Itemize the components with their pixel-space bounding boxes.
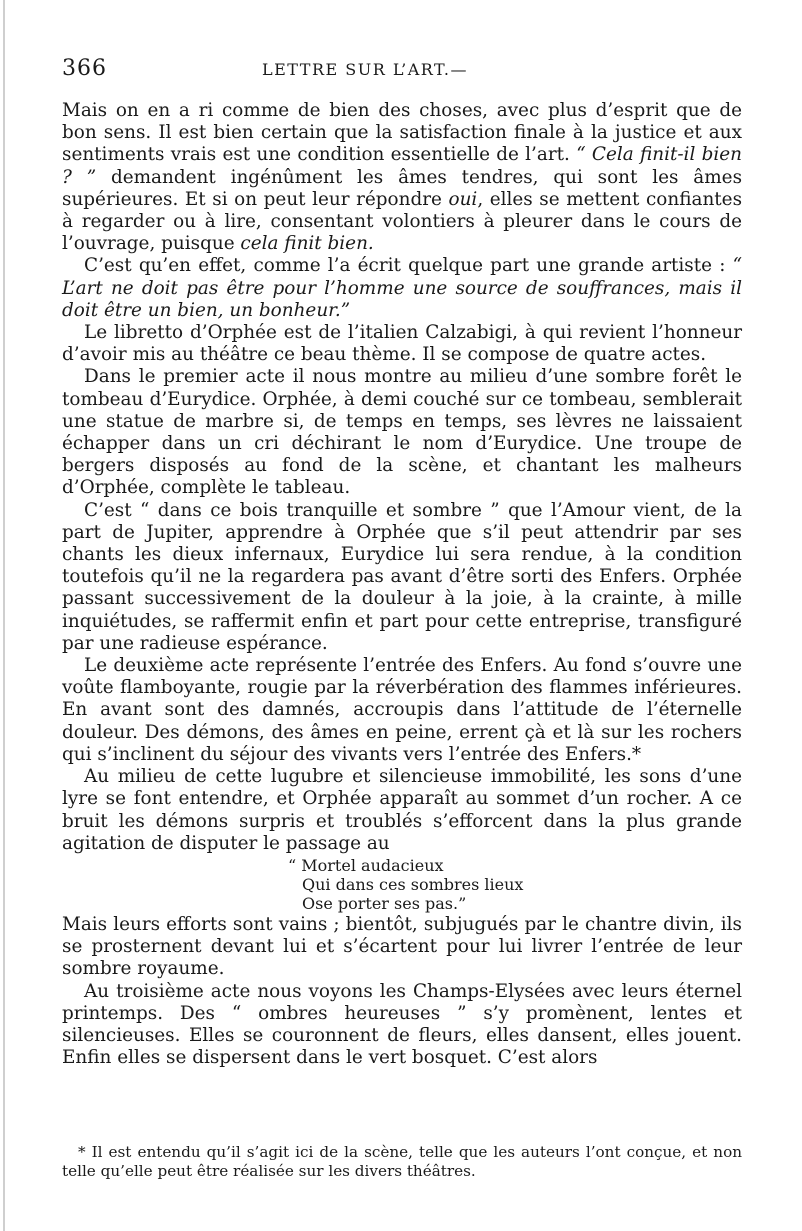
text-run: , elles se mettent confiantes à regarder ou à lire, consentant volontiers à pleurer dans le cours de l’ouvrage, puisque: [62, 188, 743, 255]
text-run: C’est qu’en effet, comme l’a écrit quelque part une grande artiste :: [84, 255, 733, 277]
paragraph: [62, 366, 742, 499]
paragraph: [62, 766, 742, 855]
italic-run: oui: [448, 188, 478, 210]
paragraph: [62, 655, 742, 766]
text-run: Au milieu de cette lugubre et silencieuse immobilité, les sons d’une lyre se font entendre, et Orphée apparaît au sommet d’un rocher. A ce bruit les démons surpris et troublés s’efforcent dans la plus grande agitation de disputer le passage au: [62, 766, 742, 854]
footnote: [62, 1143, 742, 1181]
italic-run: cela finit bien.: [240, 233, 374, 255]
page-number: 366: [62, 56, 107, 81]
text-run: Le deuxième acte représente l’entrée des Enfers. Au fond s’ouvre une voûte flamboyante, rougie par la réverbération des flammes inférieures. En avant sont des damnés, accroupis dans l’attitude de l’éternelle douleur. Des démons, des âmes en peine, errent çà et là sur les rochers qui s’inclinent du séjour des vivants vers l’entrée des Enfers.*: [62, 655, 742, 765]
text-run: C’est “ dans ce bois tranquille et sombre ” que l’Amour vient, de la part de Jupiter, apprendre à Orphée que s’il peut attendrir par ses chants les dieux infernaux, Eurydice lui sera rendue, à la condition toutefois qu’il ne la regardera pas avant d’être sorti des Enfers. Orphée passant successivement de la douleur à la joie, à la crainte, à mille inquiétudes, se raffermit enfin et part pour cette entreprise, transfiguré par une radieuse espérance.: [62, 499, 742, 654]
text-run: demandent ingénûment les âmes tendres, qui sont les âmes supérieures. Et si on peut leur répondre: [62, 166, 743, 210]
page-spine-edge: [3, 0, 5, 1231]
italic-run: “ Cela finit-il bien ? ”: [62, 144, 742, 188]
text-run: Dans le premier acte il nous montre au milieu d’une sombre forêt le tombeau d’Eurydice. Orphée, à demi couché sur ce tombeau, semblerait une statue de marbre si, de temps en temps, ses lèvres ne laissaient échapper dans un cri déchirant le nom d’Eurydice. Une troupe de bergers disposés au fond de la scène, et chantant les malheurs d’Orphée, complète le tableau.: [62, 366, 742, 499]
paragraph: [62, 914, 742, 981]
body-text: [62, 100, 742, 1069]
italic-run: “ L’art ne doit pas être pour l’homme une source de souffrances, mais il doit être un bien, un bonheur.”: [62, 255, 742, 321]
paragraph: [62, 255, 742, 322]
text-run: Le libretto d’Orphée est de l’italien Calzabigi, à qui revient l’honneur d’avoir mis au théâtre ce beau thème. Il se compose de quatre actes.: [62, 322, 742, 366]
paragraph: [62, 500, 742, 655]
verse-line: “ Mortel audacieux: [288, 855, 444, 875]
text-run: Au troisième acte nous voyons les Champs-Elysées avec leurs éternel printemps. Des “ ombres heureuses ” s’y promènent, lentes et silencieuses. Elles se couronnent de fleurs, elles dansent, elles jouent. Enfin elles se dispersent dans le vert bosquet. C’est alors: [62, 980, 742, 1069]
verse-quote: [288, 856, 742, 913]
paragraph: [62, 100, 742, 255]
text-run: Mais on en a ri comme de bien des choses, avec plus d’esprit que de bon sens. Il est bien certain que la satisfaction finale à la justice et aux sentiments vrais est une condition essentielle de l’art.: [62, 100, 742, 166]
footnote-text: * Il est entendu qu’il s’agit ici de la scène, telle que les auteurs l’ont conçue, et non telle qu’elle peut être réalisée sur les divers théâtres.: [62, 1143, 742, 1180]
paragraph: [62, 981, 742, 1070]
page-header: [62, 56, 742, 86]
text-run: Mais leurs efforts sont vains ; bientôt, subjugués par le chantre divin, ils se prosternent devant lui et s’écartent pour lui livrer l’entrée de leur sombre royaume.: [62, 913, 742, 980]
verse-line: Ose porter ses pas.”: [302, 893, 467, 913]
paragraph: [62, 322, 742, 366]
verse-line: Qui dans ces sombres lieux: [302, 874, 524, 894]
running-title: LETTRE SUR L’ART.—: [262, 60, 468, 79]
